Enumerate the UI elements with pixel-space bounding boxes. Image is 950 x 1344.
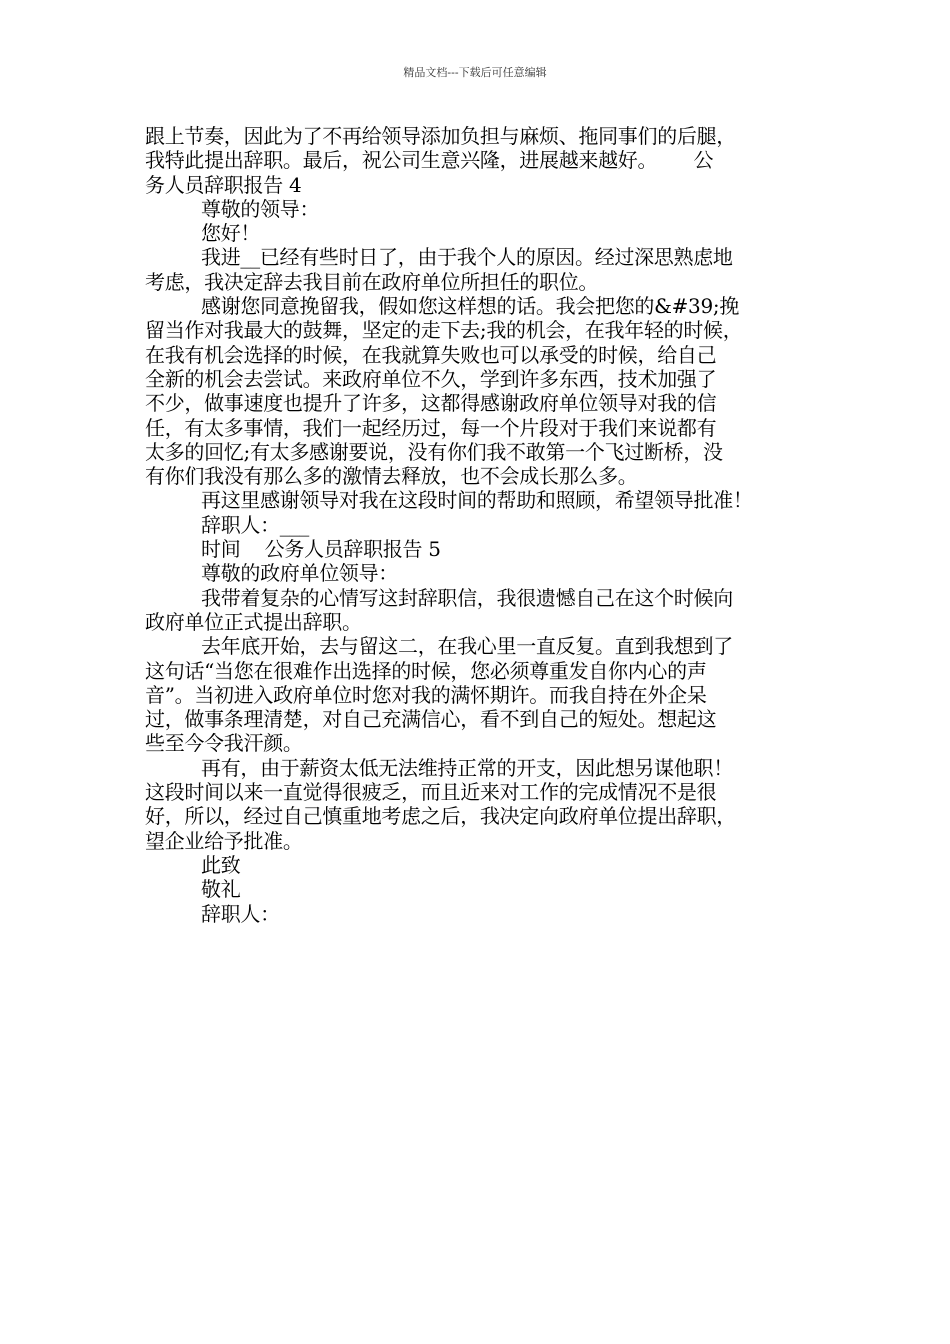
text-line: 任，有太多事情，我们一起经历过，每一个片段对于我们来说都有	[145, 415, 717, 440]
text-line: 这句话“当您在很难作出选择的时候，您必须尊重发自你内心的声	[145, 658, 707, 683]
text-line: 辞职人：___	[201, 512, 309, 537]
text-line: 去年底开始，去与留这二，在我心里一直反复。直到我想到了	[201, 634, 733, 659]
text-line: 政府单位正式提出辞职。	[145, 609, 362, 634]
page-header: 精品文档---下载后可任意编辑	[403, 66, 547, 79]
text-line: 务人员辞职报告 4	[145, 172, 302, 197]
text-line: 此致	[201, 852, 241, 877]
text-line: 再这里感谢领导对我在这段时间的帮助和照顾，希望领导批准！	[201, 488, 753, 513]
text-line: 时间 公务人员辞职报告 5	[201, 537, 441, 562]
text-line: 辞职人：	[201, 901, 280, 926]
text-line: 尊敬的领导：	[201, 196, 320, 221]
text-line: 不少，做事速度也提升了许多，这都得感谢政府单位领导对我的信	[145, 391, 717, 416]
text-line: 我带着复杂的心情写这封辞职信，我很遗憾自己在这个时候向	[201, 585, 733, 610]
text-line: 这段时间以来一直觉得很疲乏，而且近来对工作的完成情况不是很	[145, 780, 717, 805]
text-line: 留当作对我最大的鼓舞，坚定的走下去;我的机会，在我年轻的时候，	[145, 318, 743, 343]
text-line: 过，做事条理清楚，对自己充满信心，看不到自己的短处。想起这	[145, 707, 717, 732]
text-line: 跟上节奏，因此为了不再给领导添加负担与麻烦、拖同事们的后腿，	[145, 124, 736, 148]
text-line: 感谢您同意挽留我，假如您这样想的话。我会把您的&#39;挽	[201, 294, 740, 319]
text-line: 您好！	[201, 221, 261, 246]
text-line: 我特此提出辞职。最后，祝公司生意兴隆，进展越来越好。 公	[145, 148, 714, 173]
document-body	[145, 124, 825, 926]
text-line: 望企业给予批准。	[145, 828, 303, 853]
text-line: 有你们我没有那么多的激情去释放，也不会成长那么多。	[145, 464, 638, 489]
text-line: 好，所以，经过自己慎重地考虑之后，我决定向政府单位提出辞职，	[145, 804, 736, 829]
text-line: 再有，由于薪资太低无法维持正常的开支，因此想另谋他职！	[201, 755, 733, 780]
text-line: 在我有机会选择的时候，在我就算失败也可以承受的时候，给自己	[145, 342, 717, 367]
text-line: 敬礼	[201, 877, 241, 902]
text-line: 太多的回忆;有太多感谢要说，没有你们我不敢第一个飞过断桥，没	[145, 439, 723, 464]
text-line: 音”。当初进入政府单位时您对我的满怀期许。而我自持在外企呆	[145, 682, 707, 707]
text-line: 些至今令我汗颜。	[145, 731, 303, 756]
text-line: 考虑，我决定辞去我目前在政府单位所担任的职位。	[145, 269, 599, 294]
text-line: 全新的机会去尝试。来政府单位不久，学到许多东西，技术加强了	[145, 366, 717, 391]
text-line: 我进__已经有些时日了，由于我个人的原因。经过深思熟虑地	[201, 245, 733, 270]
text-line: 尊敬的政府单位领导：	[201, 561, 398, 586]
